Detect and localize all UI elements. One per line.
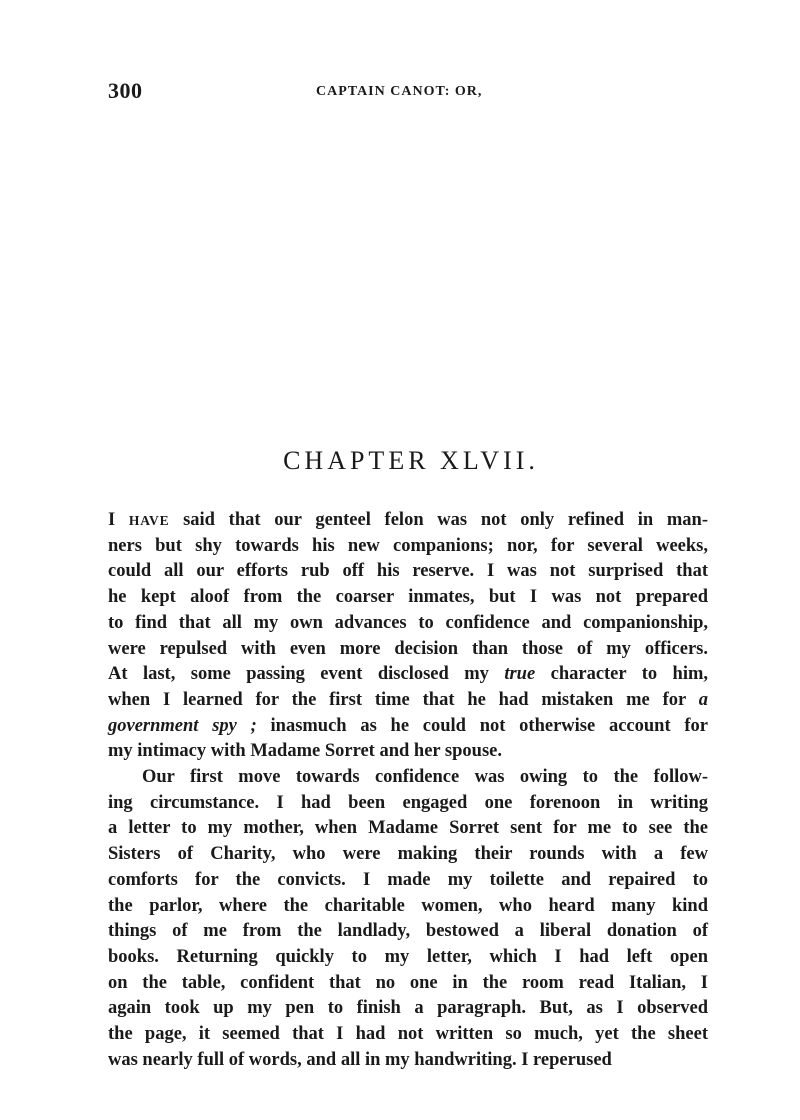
- text-line: [108, 688, 708, 714]
- text-line: [108, 534, 708, 560]
- text-run: again took up my pen to finish a paragraph. But, as I observed: [108, 998, 708, 1019]
- text-line: [108, 816, 708, 842]
- text-run: he kept aloof from the coarser inmates, but I was not prepared: [108, 587, 708, 608]
- body-text: [108, 508, 708, 1073]
- text-line: [108, 508, 708, 534]
- text-run: comforts for the convicts. I made my toilette and repaired to: [108, 869, 708, 890]
- text-run: to find that all my own advances to confidence and companionship,: [108, 612, 708, 633]
- text-run: I: [108, 510, 129, 530]
- text-run: the page, it seemed that I had not written so much, yet the sheet: [108, 1024, 708, 1045]
- chapter-title: CHAPTER XLVII.: [283, 446, 539, 475]
- running-head: CAPTAIN CANOT: OR,: [316, 84, 483, 99]
- paragraph: [108, 508, 708, 765]
- text-line: [108, 585, 708, 611]
- text-line: [108, 1022, 708, 1048]
- text-run: government spy ;: [108, 715, 257, 736]
- text-run: could all our efforts rub off his reserve. I was not surprised that: [108, 561, 708, 582]
- text-run: true: [504, 664, 536, 685]
- text-line: [108, 894, 708, 920]
- text-line: [108, 945, 708, 971]
- text-run: character to him,: [535, 664, 709, 685]
- text-line: [108, 919, 708, 945]
- text-run: on the table, confident that no one in the room read Italian, I: [108, 972, 708, 993]
- text-line: [108, 714, 708, 740]
- text-run: ing circumstance. I had been engaged one forenoon in writing: [108, 792, 708, 813]
- text-run: was nearly full of words, and all in my handwriting. I reperused: [108, 1049, 612, 1070]
- text-run: said that our genteel felon was not only refined in man-: [169, 510, 708, 530]
- text-run: Sisters of Charity, who were making their rounds with a few: [108, 844, 708, 865]
- text-run: when I learned for the first time that he had mistaken me for: [108, 689, 699, 710]
- text-line: [108, 791, 708, 817]
- text-run: books. Returning quickly to my letter, which I had left open: [108, 946, 708, 967]
- text-line: [108, 868, 708, 894]
- text-line: [108, 765, 708, 791]
- text-line: [108, 559, 708, 585]
- text-run: Our first move towards confidence was owing to the follow-: [142, 767, 708, 788]
- text-line: [108, 739, 708, 765]
- text-run: HAVE: [128, 513, 170, 528]
- text-run: At last, some passing event disclosed my: [108, 664, 505, 685]
- text-line: [108, 971, 708, 997]
- text-line: [108, 637, 708, 663]
- text-run: ners but shy towards his new companions; nor, for several weeks,: [108, 535, 708, 556]
- text-line: [108, 842, 708, 868]
- text-line: [108, 996, 708, 1022]
- page-number: 300: [108, 78, 143, 103]
- text-run: my intimacy with Madame Sorret and her spouse.: [108, 741, 502, 762]
- paragraph: [108, 765, 708, 1073]
- text-line: [108, 611, 708, 637]
- text-run: a: [698, 689, 708, 710]
- text-line: [108, 1048, 708, 1074]
- text-run: inasmuch as he could not otherwise account for: [256, 715, 708, 736]
- text-line: [108, 662, 708, 688]
- text-run: a letter to my mother, when Madame Sorret sent for me to see the: [108, 818, 708, 839]
- text-run: were repulsed with even more decision than those of my officers.: [108, 638, 708, 659]
- text-run: the parlor, where the charitable women, who heard many kind: [108, 895, 708, 916]
- text-run: things of me from the landlady, bestowed a liberal donation of: [108, 921, 708, 942]
